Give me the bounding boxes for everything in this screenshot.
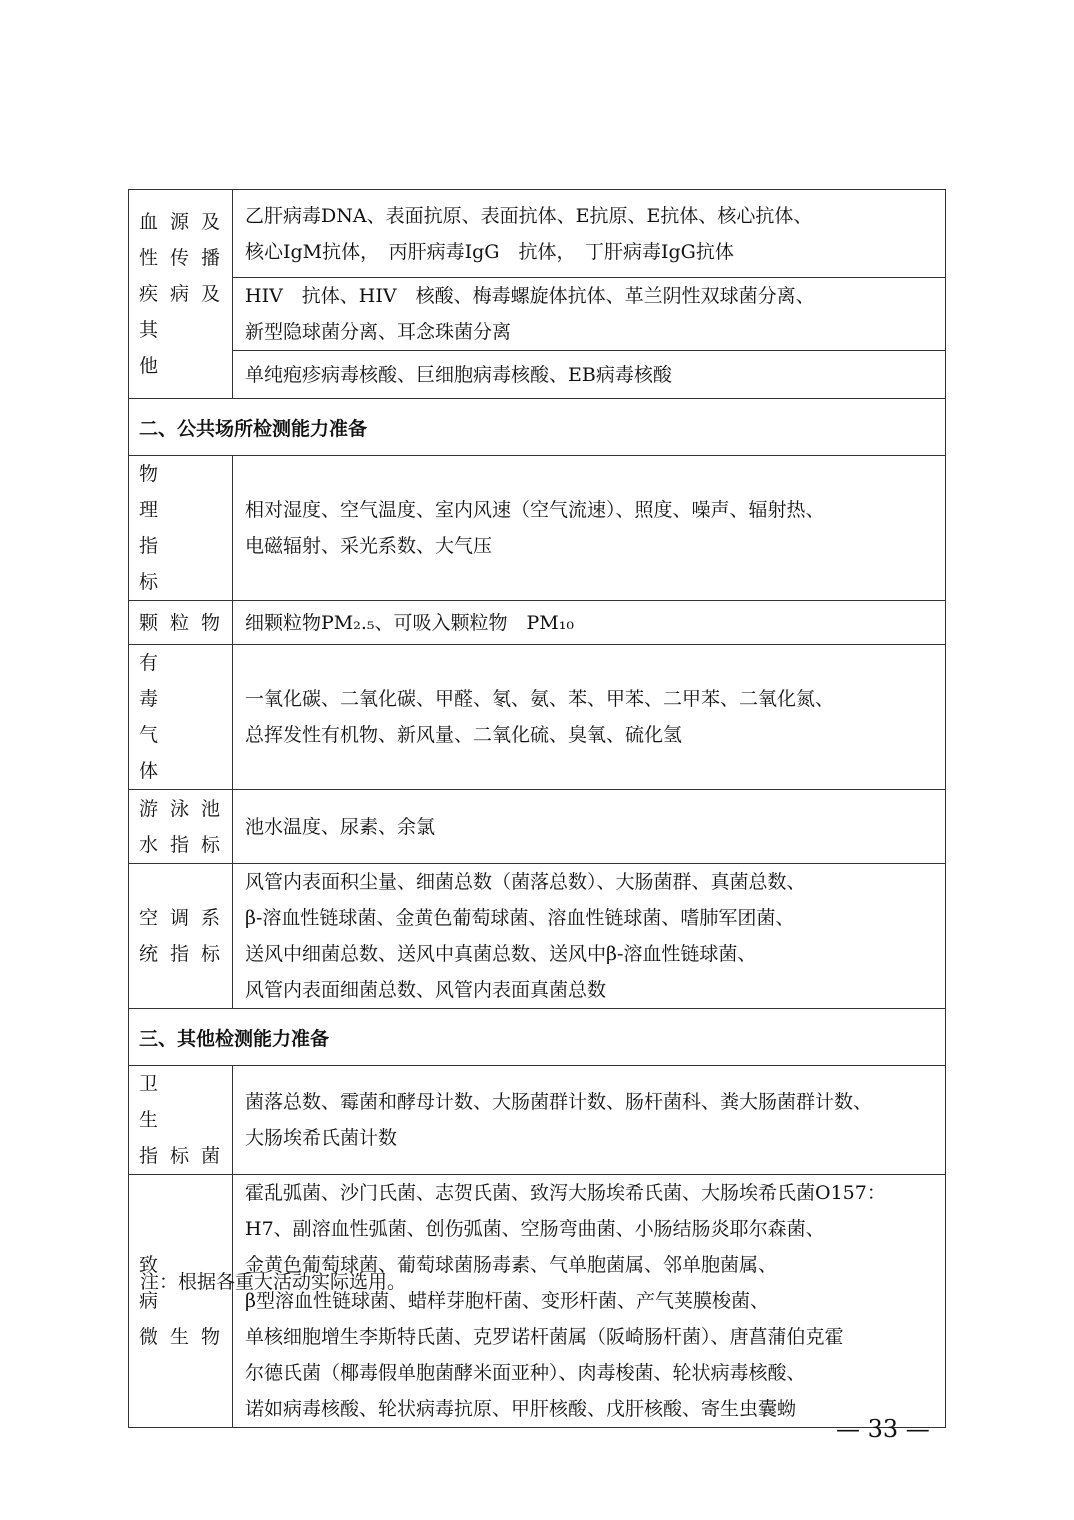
category-content: 一氧化碳、二氧化碳、甲醛、氡、氨、苯、甲苯、二甲苯、二氧化氮、 总挥发性有机物、新风量、二氧化硫、臭氧、硫化氢 [233, 645, 946, 790]
capability-table [128, 189, 946, 1428]
category-content: 细颗粒物PM₂.₅、可吸入颗粒物 PM₁₀ [233, 601, 946, 645]
page-number: — 33 — [836, 1415, 930, 1443]
category-label: 颗 粒 物 [129, 601, 233, 645]
category-label: 空 调 系 统 指 标 [129, 864, 233, 1009]
category-label: 物 理 指 标 [129, 456, 233, 601]
footnote: 注：根据各重大活动实际选用。 [140, 1271, 407, 1293]
category-content: HIV 抗体、HIV 核酸、梅毒螺旋体抗体、革兰阴性双球菌分离、 新型隐球菌分离、耳念珠菌分离 [233, 278, 946, 351]
category-content: 霍乱弧菌、沙门氏菌、志贺氏菌、致泻大肠埃希氏菌、大肠埃希氏菌O157： H7、副溶血性弧菌、创伤弧菌、空肠弯曲菌、小肠结肠炎耶尔森菌、 金黄色葡萄球菌、葡萄球菌肠毒素、气单胞菌属、邻单胞菌属、 β型溶血性链球菌、蜡样芽胞杆菌、变形杆菌、产气荚膜梭菌、 单核细胞增生李斯特氏菌、克罗诺杆菌属（阪崎肠杆菌）、唐菖蒲伯克霍 尔德氏菌（椰毒假单胞菌酵米面亚种）、肉毒梭菌、轮状病毒核酸、 诺如病毒核酸、轮状病毒抗原、甲肝核酸、戊肝核酸、寄生虫囊蚴 [233, 1175, 946, 1428]
section-heading: 二、公共场所检测能力准备 [129, 399, 946, 456]
category-content: 风管内表面积尘量、细菌总数（菌落总数）、大肠菌群、真菌总数、 β-溶血性链球菌、金黄色葡萄球菌、溶血性链球菌、嗜肺军团菌、 送风中细菌总数、送风中真菌总数、送风中β-溶血性链球菌、 风管内表面细菌总数、风管内表面真菌总数 [233, 864, 946, 1009]
category-content: 池水温度、尿素、余氯 [233, 790, 946, 864]
category-content: 单纯疱疹病毒核酸、巨细胞病毒核酸、EB病毒核酸 [233, 351, 946, 399]
category-label: 血 源 及 性 传 播 疾 病 及 其 他 [129, 190, 233, 399]
category-label: 游 泳 池 水 指 标 [129, 790, 233, 864]
category-content: 乙肝病毒DNA、表面抗原、表面抗体、E抗原、E抗体、核心抗体、 核心IgM抗体， 丙肝病毒IgG 抗体， 丁肝病毒IgG抗体 [233, 190, 946, 278]
section-heading: 三、其他检测能力准备 [129, 1009, 946, 1066]
category-label: 卫 生 指 标 菌 [129, 1066, 233, 1175]
category-content: 菌落总数、霉菌和酵母计数、大肠菌群计数、肠杆菌科、粪大肠菌群计数、 大肠埃希氏菌计数 [233, 1066, 946, 1175]
category-content: 相对湿度、空气温度、室内风速（空气流速）、照度、噪声、辐射热、 电磁辐射、采光系数、大气压 [233, 456, 946, 601]
category-label: 致 病 微 生 物 [129, 1175, 233, 1428]
category-label: 有 毒 气 体 [129, 645, 233, 790]
